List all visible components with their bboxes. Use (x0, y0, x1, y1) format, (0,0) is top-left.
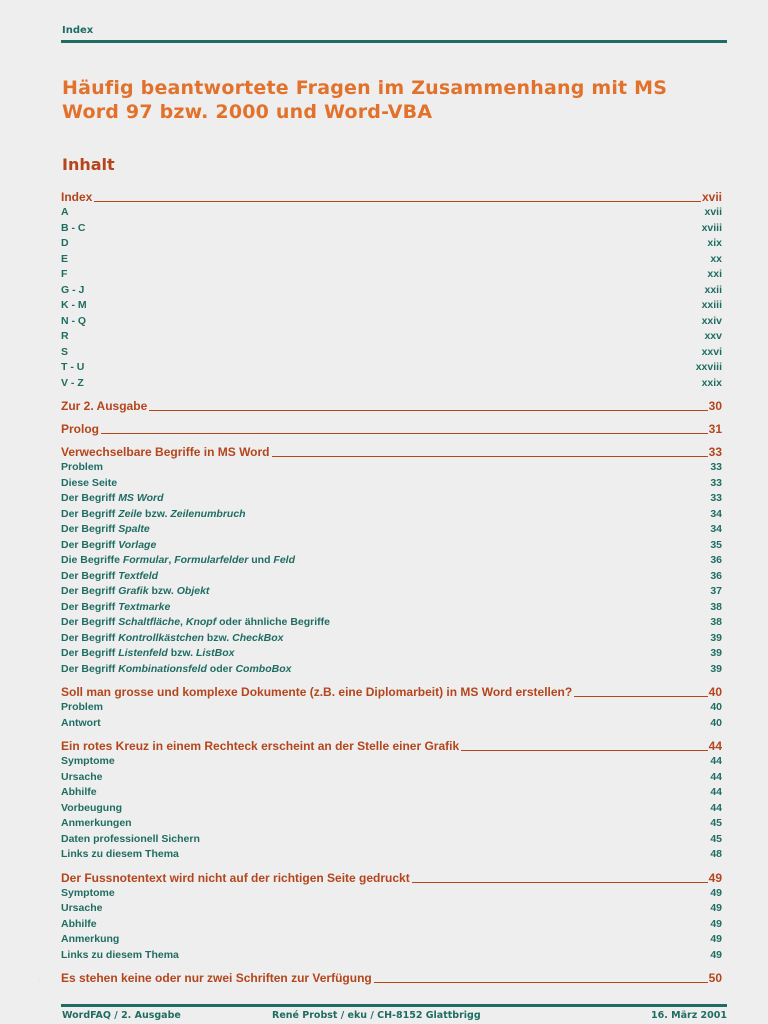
toc-subentry-page: 44 (710, 786, 722, 798)
toc-subentry-label (61, 360, 84, 376)
toc-subentry-page: 38 (710, 600, 722, 613)
toc-subentry-page: 44 (710, 770, 722, 783)
toc-text: bzw. (203, 631, 233, 644)
toc-text: , (180, 616, 186, 628)
toc-text: Anmerkungen (61, 817, 132, 829)
toc-subentry-page: xxviii (695, 361, 722, 373)
toc-subentry[interactable] (61, 754, 722, 770)
toc-subentry-page: xxvi (701, 345, 722, 358)
toc-subentry-label (61, 314, 86, 330)
toc-text: N - Q (61, 314, 87, 327)
toc-section (61, 398, 722, 414)
toc-leader-line (272, 456, 708, 457)
toc-subentry-page: 36 (710, 569, 722, 582)
toc-subentry-page: xviii (701, 221, 722, 234)
toc-subentry-label (61, 901, 102, 917)
toc-subentry-label (61, 847, 179, 863)
toc-subentry[interactable] (61, 314, 722, 330)
toc-subentry-label (61, 267, 67, 283)
toc-term-italic: Objekt (176, 585, 210, 597)
toc-subentry[interactable] (61, 847, 722, 863)
toc-subentry[interactable] (61, 932, 722, 948)
toc-subentry-label (61, 816, 132, 832)
toc-subentry-label (61, 283, 84, 299)
toc-subentry-page: 39 (710, 662, 722, 675)
toc-subentry-page: xxi (707, 268, 722, 280)
toc-text: Symptome (61, 886, 115, 899)
toc-subentry-page: 39 (710, 647, 722, 659)
toc-subentry[interactable] (61, 553, 722, 569)
toc-text: E (61, 252, 69, 265)
toc-section (61, 970, 722, 986)
toc-subentry-label (61, 221, 86, 237)
toc-entry-label: Prolog (61, 422, 99, 436)
toc-subentry-label (61, 615, 330, 631)
toc-text: Problem (61, 461, 104, 473)
toc-subentry-page: xxiv (701, 314, 722, 327)
toc-term-italic: Vorlage (118, 538, 157, 551)
faint-watermark-mark: . (38, 974, 41, 983)
toc-subentry-page: xxix (701, 376, 722, 389)
toc-subentry-page: 33 (710, 492, 722, 504)
toc-text: B - C (61, 221, 86, 234)
toc-text: Ursache (61, 770, 103, 783)
toc-entry-label: Ein rotes Kreuz in einem Rechteck erscheint an der Stelle einer Grafik (61, 739, 460, 753)
toc-subentry-page: 37 (710, 585, 722, 597)
toc-subentry-label (61, 507, 246, 523)
toc-entry-label: Soll man grosse und komplexe Dokumente (z.B. eine Diplomarbeit) in MS Word erstellen? (61, 685, 573, 699)
toc-subentry[interactable] (61, 221, 722, 237)
footer-date: 16. März 2001 (651, 1010, 727, 1021)
toc-subentry-page: 35 (710, 538, 722, 551)
toc-subentry[interactable] (61, 785, 722, 801)
toc-term-italic: CheckBox (232, 631, 284, 644)
toc-subentry[interactable] (61, 832, 722, 848)
toc-section (61, 870, 722, 964)
toc-text: Symptome (61, 755, 115, 767)
toc-subentry-label (61, 376, 84, 392)
toc-subentry[interactable] (61, 267, 722, 283)
toc-entry[interactable] (61, 970, 722, 986)
toc-text: oder ähnliche Begriffe (216, 616, 330, 628)
toc-term-italic: Textmarke (118, 600, 171, 613)
toc-entry-page: 49 (708, 870, 722, 885)
toc-term-italic: Knopf (185, 616, 217, 628)
toc-subentry-page: 33 (710, 476, 722, 489)
toc-text: R (61, 330, 69, 342)
toc-entry-label: Der Fussnotentext wird nicht auf der richtigen Seite gedruckt (61, 870, 410, 885)
toc-subentry[interactable] (61, 205, 722, 221)
toc-term-italic: Spalte (118, 523, 150, 535)
footer-publication: WordFAQ / 2. Ausgabe (62, 1010, 181, 1021)
toc-section (61, 189, 722, 391)
toc-subentry-label (61, 631, 284, 647)
toc-subentry[interactable] (61, 600, 722, 616)
toc-text: T - U (61, 361, 85, 373)
toc-leader-line (574, 696, 707, 697)
toc-term-italic: Formularfelder (174, 554, 249, 566)
toc-text: Abhilfe (61, 917, 97, 930)
toc-entry-page: 50 (708, 971, 722, 985)
toc-subentry-label (61, 600, 170, 616)
toc-subentry[interactable] (61, 538, 722, 554)
footer-author: René Probst / eku / CH-8152 Glattbrigg (272, 1010, 481, 1021)
toc-subentry[interactable] (61, 662, 722, 678)
toc-text: Antwort (61, 716, 101, 729)
toc-subentry-label (61, 298, 87, 314)
toc-subentry-page: xxii (704, 283, 722, 296)
toc-subentry-label (61, 886, 115, 902)
toc-subentry-label (61, 932, 119, 948)
toc-entry[interactable] (61, 398, 722, 414)
toc-entry-page: 30 (708, 399, 722, 413)
toc-subentry-label (61, 917, 97, 933)
toc-text: F (61, 268, 68, 280)
toc-term-italic: MS Word (118, 492, 164, 504)
toc-text: Links zu diesem Thema (61, 848, 179, 860)
table-of-contents (61, 189, 722, 986)
toc-subentry-label (61, 785, 97, 801)
contents-heading: Inhalt (62, 155, 115, 174)
toc-subentry[interactable] (61, 360, 722, 376)
toc-text: Daten professionell Sichern (61, 832, 200, 845)
toc-entry[interactable] (61, 684, 722, 700)
toc-subentry-label (61, 205, 69, 221)
toc-subentry-label (61, 832, 200, 848)
toc-subentry-page: xvii (704, 206, 722, 218)
toc-subentry[interactable] (61, 716, 722, 732)
toc-subentry[interactable] (61, 646, 722, 662)
toc-text: Problem (61, 701, 104, 713)
toc-subentry-page: 48 (710, 848, 722, 860)
toc-entry-page: xvii (701, 190, 722, 204)
toc-subentry[interactable] (61, 345, 722, 361)
toc-subentry[interactable] (61, 901, 722, 917)
toc-text: Abhilfe (61, 786, 97, 798)
toc-subentry[interactable] (61, 236, 722, 252)
toc-subentry-page: 34 (710, 507, 722, 520)
toc-text: Diese Seite (61, 476, 118, 489)
toc-subentry-page: xix (707, 237, 722, 249)
toc-subentry-label (61, 584, 209, 600)
toc-subentry[interactable] (61, 801, 722, 817)
toc-text: Anmerkung (61, 933, 120, 945)
toc-subentry-page: 40 (710, 701, 722, 713)
toc-leader-line (101, 433, 708, 434)
toc-subentry[interactable] (61, 376, 722, 392)
toc-text: Der Begriff (61, 569, 119, 582)
toc-subentry[interactable] (61, 476, 722, 492)
toc-subentry-label (61, 460, 103, 476)
toc-section (61, 684, 722, 731)
toc-term-italic: ComboBox (235, 662, 292, 675)
toc-subentry-page: 39 (710, 631, 722, 644)
toc-subentry-label (61, 948, 179, 964)
toc-subentry-page: 49 (710, 917, 722, 930)
toc-leader-line (149, 410, 707, 411)
toc-subentry[interactable] (61, 770, 722, 786)
toc-subentry-page: 49 (710, 948, 722, 961)
toc-text: V - Z (61, 376, 84, 389)
toc-subentry-label (61, 491, 164, 507)
toc-term-italic: Zeile (118, 507, 143, 520)
toc-subentry-page: 45 (710, 832, 722, 845)
toc-subentry-page: 45 (710, 817, 722, 829)
toc-text: Ursache (61, 902, 103, 914)
toc-text: bzw. (142, 507, 171, 520)
toc-subentry-label (61, 522, 150, 538)
toc-text: Der Begriff (61, 647, 119, 659)
toc-subentry-label (61, 538, 156, 554)
toc-subentry-page: 44 (710, 801, 722, 814)
toc-subentry-label (61, 754, 115, 770)
toc-subentry[interactable] (61, 886, 722, 902)
toc-subentry-label (61, 801, 122, 817)
toc-subentry-label (61, 700, 103, 716)
toc-subentry-page: 36 (710, 554, 722, 566)
toc-subentry-label (61, 770, 102, 786)
toc-subentry-page: 44 (710, 755, 722, 767)
toc-entry-label: Es stehen keine oder nur zwei Schriften zur Verfügung (61, 971, 372, 985)
toc-text: D (61, 237, 69, 249)
header-rule (61, 40, 727, 43)
toc-subentry-page: 38 (710, 616, 722, 628)
toc-entry-page: 31 (708, 422, 722, 436)
toc-text: Links zu diesem Thema (61, 948, 179, 961)
toc-term-italic: Formular (122, 554, 169, 566)
toc-entry-label: Index (61, 190, 93, 204)
toc-text: Der Begriff (61, 631, 119, 644)
toc-subentry[interactable] (61, 522, 722, 538)
toc-subentry[interactable] (61, 283, 722, 299)
toc-text: Der Begriff (61, 662, 119, 675)
toc-subentry-page: 49 (710, 886, 722, 899)
toc-leader-line (412, 882, 708, 883)
toc-subentry[interactable] (61, 298, 722, 314)
toc-entry-page: 33 (708, 445, 722, 459)
toc-leader-line (374, 982, 708, 983)
toc-term-italic: ListBox (195, 647, 235, 659)
toc-subentry[interactable] (61, 615, 722, 631)
toc-subentry-label (61, 646, 235, 662)
document-title: Häufig beantwortete Fragen im Zusammenhang mit MS Word 97 bzw. 2000 und Word-VBA (62, 77, 668, 123)
toc-entry[interactable] (61, 421, 722, 437)
toc-subentry-label (61, 329, 69, 345)
toc-text: Der Begriff (61, 585, 119, 597)
toc-subentry[interactable] (61, 816, 722, 832)
toc-subentry[interactable] (61, 252, 722, 268)
toc-subentry[interactable] (61, 631, 722, 647)
toc-text: Vorbeugung (61, 801, 123, 814)
toc-term-italic: Textfeld (118, 569, 159, 582)
toc-subentry[interactable] (61, 700, 722, 716)
toc-subentry-label (61, 345, 68, 361)
toc-entry-label: Zur 2. Ausgabe (61, 399, 148, 413)
toc-subentry[interactable] (61, 948, 722, 964)
toc-subentry[interactable] (61, 329, 722, 345)
toc-subentry-page: xx (710, 252, 722, 265)
toc-text: , (168, 554, 175, 566)
toc-subentry-page: 40 (710, 716, 722, 729)
toc-text: Der Begriff (61, 523, 119, 535)
toc-entry-label: Verwechselbare Begriffe in MS Word (61, 445, 270, 459)
toc-text: K - M (61, 299, 87, 311)
toc-text: Der Begriff (61, 507, 119, 520)
toc-subentry[interactable] (61, 507, 722, 523)
toc-term-italic: Listenfeld (118, 647, 168, 659)
toc-subentry-label (61, 252, 68, 268)
toc-entry[interactable] (61, 870, 722, 886)
toc-term-italic: Grafik (118, 585, 149, 597)
toc-section (61, 421, 722, 437)
toc-subentry-label (61, 553, 295, 569)
toc-leader-line (461, 750, 707, 751)
toc-subentry-page: xxiii (701, 299, 722, 311)
toc-subentry-label (61, 476, 117, 492)
toc-subentry-label (61, 662, 291, 678)
toc-text: G - J (61, 283, 85, 296)
toc-subentry-label (61, 236, 69, 252)
toc-entry-page: 40 (708, 685, 722, 699)
toc-text: bzw. (148, 585, 177, 597)
toc-subentry[interactable] (61, 491, 722, 507)
toc-entry[interactable] (61, 444, 722, 460)
toc-text: oder (206, 662, 236, 675)
toc-text: Der Begriff (61, 616, 119, 628)
toc-entry[interactable] (61, 189, 722, 205)
toc-text: Der Begriff (61, 492, 119, 504)
toc-section (61, 444, 722, 677)
toc-text: S (61, 345, 69, 358)
toc-term-italic: Kombinationsfeld (118, 662, 207, 675)
toc-subentry-page: 49 (710, 933, 722, 945)
toc-subentry-page: 34 (710, 523, 722, 535)
toc-section (61, 738, 722, 863)
toc-term-italic: Kontrollkästchen (118, 631, 204, 644)
toc-subentry-page: 49 (710, 902, 722, 914)
toc-subentry[interactable] (61, 917, 722, 933)
toc-term-italic: Zeilenumbruch (170, 507, 246, 520)
toc-text: und (248, 554, 274, 566)
toc-text: A (61, 206, 69, 218)
toc-subentry-label (61, 716, 101, 732)
toc-text: Der Begriff (61, 600, 119, 613)
toc-entry[interactable] (61, 738, 722, 754)
toc-text: Der Begriff (61, 538, 119, 551)
toc-text: bzw. (167, 647, 196, 659)
running-header: Index (62, 25, 94, 36)
toc-text: Die Begriffe (61, 554, 123, 566)
toc-subentry-page: xxv (704, 330, 722, 342)
toc-subentry[interactable] (61, 584, 722, 600)
toc-term-italic: Schaltfläche (118, 616, 181, 628)
toc-leader-line (94, 201, 701, 202)
footer-rule (61, 1004, 727, 1007)
toc-subentry[interactable] (61, 460, 722, 476)
toc-subentry[interactable] (61, 569, 722, 585)
toc-subentry-label (61, 569, 158, 585)
toc-entry-page: 44 (708, 739, 722, 753)
toc-subentry-page: 33 (710, 461, 722, 473)
toc-term-italic: Feld (273, 554, 295, 566)
